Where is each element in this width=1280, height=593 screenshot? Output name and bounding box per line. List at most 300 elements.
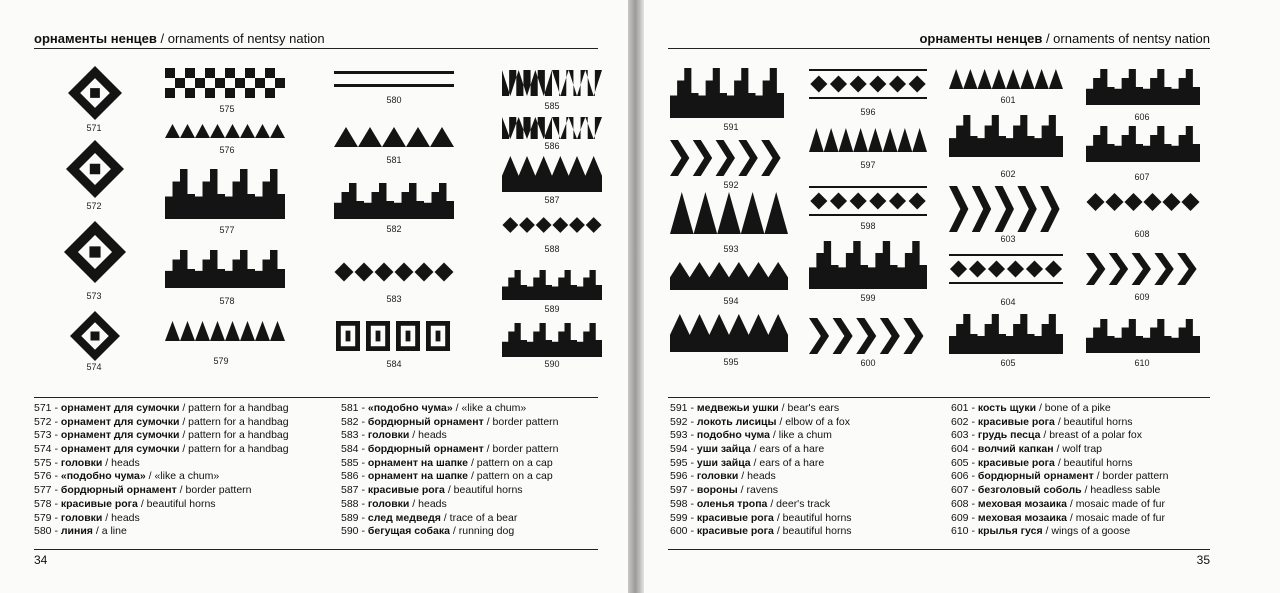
ornament-585 [502, 70, 602, 96]
legend-entry [34, 525, 289, 539]
legend-separator: - [358, 429, 368, 442]
legend-separator: / [409, 429, 419, 442]
legend-number: 601 [951, 402, 969, 414]
ornament-number: 596 [860, 107, 876, 117]
legend-separator: / [1066, 497, 1076, 510]
legend-column-1 [34, 402, 289, 539]
legend-separator: / [409, 497, 419, 510]
ornament-number: 582 [386, 224, 402, 234]
ornament-number: 606 [1134, 112, 1150, 122]
ornament-575 [165, 68, 285, 98]
header-separator: / [156, 31, 168, 46]
ornament-number: 601 [1000, 95, 1016, 105]
legend-separator: - [358, 484, 368, 497]
legend-separator: - [358, 456, 368, 469]
ornament-number: 583 [386, 294, 402, 304]
legend-name-ru: меховая мозаика [977, 497, 1067, 510]
ornament-588 [502, 211, 602, 239]
legend-entry [951, 402, 1169, 416]
ornament-number: 603 [1000, 234, 1016, 244]
legend-name-ru: кость щуки [977, 402, 1037, 414]
legend-name-en: trace of a bear [449, 511, 518, 524]
ornament-number: 595 [723, 357, 739, 367]
legend-separator: - [968, 429, 978, 442]
right-page [644, 0, 1280, 593]
legend-entry [341, 470, 559, 484]
header-rule [668, 48, 1210, 49]
ornament-598 [809, 186, 927, 216]
legend-separator: / [102, 456, 112, 469]
legend-column-2 [951, 402, 1169, 539]
legend-name-ru: меховая мозаика [977, 511, 1067, 524]
legend-name-ru: головки [367, 429, 410, 442]
legend-separator: - [358, 443, 368, 456]
legend-separator: / [750, 443, 760, 456]
legend-name-ru: «подобно чума» [367, 402, 453, 414]
legend-name-ru: красивые рога [696, 525, 774, 538]
legend-separator: / [444, 484, 454, 497]
ornament-number: 608 [1134, 229, 1150, 239]
legend-separator: - [968, 402, 978, 414]
legend-entry [341, 525, 559, 539]
ornament-number: 584 [386, 359, 402, 369]
ornament-595 [670, 314, 788, 352]
legend-name-en: heads [418, 497, 447, 510]
legend-name-ru: красивые рога [367, 484, 445, 497]
ornament-571 [64, 66, 126, 120]
legend-number: 572 [34, 415, 52, 428]
legend-number: 574 [34, 443, 52, 456]
legend-entry [951, 443, 1169, 457]
legend-separator: - [687, 497, 697, 510]
ornament-number: 607 [1134, 172, 1150, 182]
ornament-number: 602 [1000, 169, 1016, 179]
legend-separator: / [179, 415, 189, 428]
ornament-584 [334, 321, 454, 351]
legend-name-ru: головки [367, 497, 410, 510]
legend-entry [34, 512, 289, 526]
legend-entry [34, 484, 289, 498]
legend-entry [670, 498, 852, 512]
legend-name-ru: бордюрный орнамент [367, 443, 484, 456]
legend-separator: - [968, 456, 978, 469]
legend-separator: - [51, 525, 61, 538]
legend-name-en: beautiful horns [146, 497, 216, 510]
legend-separator: - [687, 415, 697, 428]
legend-name-ru: подобно чума [696, 429, 770, 442]
legend-name-ru: грудь песца [977, 429, 1041, 442]
ornament-number: 599 [860, 293, 876, 303]
legend-name-ru: бегущая собака [367, 525, 450, 538]
legend-name-ru: крылья гуся [977, 525, 1043, 538]
legend-separator: / [176, 484, 186, 497]
legend-separator: / [468, 456, 477, 469]
legend-separator: / [750, 456, 760, 469]
legend-name-ru: орнамент для сумочки [60, 402, 180, 414]
legend-name-en: wolf trap [1062, 443, 1103, 456]
legend-name-en: «like a chum» [154, 470, 220, 483]
legend-number: 579 [34, 511, 52, 524]
legend-entry [951, 457, 1169, 471]
footer-rule [34, 549, 598, 550]
legend-separator: / [738, 470, 748, 483]
legend-separator: - [51, 497, 61, 510]
legend-separator: - [687, 470, 697, 483]
legend-name-en: deer's track [776, 497, 831, 510]
legend-separator: / [773, 511, 783, 524]
legend-number: 588 [341, 497, 359, 510]
legend-entry [670, 402, 852, 416]
legend-name-ru: красивые рога [696, 511, 774, 524]
legend-number: 586 [341, 470, 359, 483]
legend-number: 590 [341, 525, 359, 538]
ornament-606 [1086, 69, 1200, 105]
ornament-608 [1086, 186, 1200, 218]
legend-name-ru: бордюрный орнамент [60, 484, 177, 497]
legend-number: 602 [951, 415, 969, 428]
legend-separator: - [51, 415, 61, 428]
ornament-582 [334, 183, 454, 219]
legend-entry [670, 429, 852, 443]
legend-separator: - [968, 497, 978, 510]
ornament-number: 590 [544, 359, 560, 369]
ornament-number: 573 [86, 291, 102, 301]
footer-rule [668, 549, 1210, 550]
legend-name-ru: волчий капкан [977, 443, 1054, 456]
ornament-number: 571 [86, 123, 102, 133]
header-title-ru: орнаменты ненцев [919, 31, 1043, 46]
legend-name-ru: орнамент для сумочки [60, 443, 180, 456]
legend-number: 595 [670, 456, 688, 469]
legend-separator: - [358, 525, 368, 538]
legend-number: 603 [951, 429, 969, 442]
ornament-number: 586 [544, 141, 560, 151]
legend-entry [34, 470, 289, 484]
legend-separator: / [483, 415, 493, 428]
legend-name-en: pattern for a handbag [188, 402, 289, 414]
legend-name-ru: локоть лисицы [696, 415, 777, 428]
legend-entry [951, 429, 1169, 443]
header-title-en: ornaments of nentsy nation [167, 31, 325, 46]
page-number: 35 [1196, 553, 1210, 567]
ornament-number: 593 [723, 244, 739, 254]
legend-separator: - [687, 484, 697, 497]
legend-number: 609 [951, 511, 969, 524]
ornament-590 [502, 323, 602, 357]
legend-separator: / [1036, 402, 1045, 414]
legend-separator: - [358, 402, 368, 414]
legend-number: 580 [34, 525, 52, 538]
legend-name-ru: уши зайца [696, 456, 751, 469]
legend-number: 582 [341, 415, 359, 428]
legend-separator: - [687, 456, 697, 469]
legend-separator: - [687, 443, 697, 456]
header-rule [34, 48, 598, 49]
ornament-number: 604 [1000, 297, 1016, 307]
legend-name-en: heads [111, 456, 140, 469]
ornament-number: 576 [219, 145, 235, 155]
legend-name-en: beautiful horns [1063, 456, 1133, 469]
legend-separator: / [1081, 484, 1091, 497]
legend-entry [34, 416, 289, 430]
legend-separator: - [968, 484, 978, 497]
book-spine [628, 0, 644, 593]
ornament-609 [1086, 253, 1200, 285]
ornament-number: 589 [544, 304, 560, 314]
legend-number: 576 [34, 470, 52, 483]
legend-number: 581 [341, 402, 359, 414]
legend-separator: / [92, 525, 102, 538]
legend-name-en: beautiful horns [453, 484, 523, 497]
header-title-en: ornaments of nentsy nation [1053, 31, 1210, 46]
legend-name-en: pattern on a cap [476, 470, 553, 483]
legend-name-en: a line [101, 525, 127, 538]
ornament-number: 588 [544, 244, 560, 254]
legend-name-ru: безголовый соболь [977, 484, 1082, 497]
ornament-number: 610 [1134, 358, 1150, 368]
legend-separator: / [770, 429, 779, 442]
ornament-605 [949, 314, 1063, 354]
legend-separator: / [440, 511, 450, 524]
ornament-number: 594 [723, 296, 739, 306]
ornament-599 [809, 241, 927, 289]
legend-separator: / [1053, 443, 1063, 456]
legend-separator: - [358, 470, 368, 483]
legend-name-ru: бордюрный орнамент [367, 415, 484, 428]
legend-name-ru: медвежьи ушки [696, 402, 779, 414]
legend-separator: - [358, 511, 368, 524]
legend-name-en: ravens [746, 484, 779, 497]
legend-name-ru: орнамент на шапке [367, 456, 469, 469]
legend-entry [34, 429, 289, 443]
legend-entry [670, 457, 852, 471]
ornament-593 [670, 192, 788, 234]
legend-entry [670, 443, 852, 457]
ornament-580 [334, 69, 454, 89]
legend-name-ru: линия [60, 525, 93, 538]
legend-number: 606 [951, 470, 969, 483]
legend-name-ru: головки [696, 470, 739, 483]
legend-number: 610 [951, 525, 969, 538]
legend-separator: / [1054, 415, 1064, 428]
legend-separator: - [51, 456, 61, 469]
legend-separator: - [51, 511, 61, 524]
legend-separator: / [773, 525, 783, 538]
legend-number: 600 [670, 525, 688, 538]
legend-separator: / [137, 497, 147, 510]
header-separator: / [1042, 31, 1054, 46]
ornament-583 [334, 254, 454, 290]
page-number: 34 [34, 553, 48, 567]
ornament-581 [334, 127, 454, 147]
legend-separator: - [51, 443, 61, 456]
ornament-number: 574 [86, 362, 102, 372]
legend-separator: - [968, 470, 978, 483]
legend-separator: / [767, 497, 777, 510]
legend-name-ru: орнамент для сумочки [60, 415, 180, 428]
legend-entry [341, 498, 559, 512]
ornament-574 [64, 311, 126, 361]
legend-number: 599 [670, 511, 688, 524]
legend-separator: - [687, 402, 697, 414]
legend-name-ru: красивые рога [977, 415, 1055, 428]
legend-name-en: beautiful horns [1063, 415, 1133, 428]
legend-name-en: beautiful horns [782, 511, 852, 524]
legend-name-ru: след медведя [367, 511, 441, 524]
legend-separator: - [51, 484, 61, 497]
legend-entry [951, 416, 1169, 430]
legend-entry [951, 498, 1169, 512]
ornament-586 [502, 117, 602, 139]
ornament-589 [502, 270, 602, 300]
ornament-592 [670, 140, 784, 176]
legend-separator: - [687, 525, 697, 538]
legend-name-en: border pattern [1102, 470, 1169, 483]
legend-name-ru: головки [60, 511, 103, 524]
legend-number: 593 [670, 429, 688, 442]
page-header [919, 31, 1210, 46]
legend-name-en: running dog [458, 525, 515, 538]
legend-name-en: pattern for a handbag [188, 415, 289, 428]
ornament-603 [949, 186, 1063, 232]
legend-name-en: pattern for a handbag [188, 429, 289, 442]
legend-entry [341, 484, 559, 498]
legend-name-ru: уши зайца [696, 443, 751, 456]
legend-separator: - [51, 429, 61, 442]
legend-separator: / [179, 443, 189, 456]
legend-name-ru: красивые рога [977, 456, 1055, 469]
legend-name-en: pattern for a handbag [188, 443, 289, 456]
legend-separator: - [687, 511, 697, 524]
ornament-607 [1086, 126, 1200, 162]
legend-entry [341, 512, 559, 526]
legend-name-ru: орнамент для сумочки [60, 429, 180, 442]
legend-entry [34, 402, 289, 416]
legend-entry [34, 498, 289, 512]
legend-separator: / [468, 470, 477, 483]
ornament-587 [502, 156, 602, 192]
ornament-597 [809, 128, 927, 152]
legend-name-en: ears of a hare [759, 456, 825, 469]
ornament-601 [949, 69, 1063, 89]
ornament-591 [670, 68, 784, 118]
ornament-number: 572 [86, 201, 102, 211]
legend-name-ru: орнамент на шапке [367, 470, 469, 483]
legend-number: 591 [670, 402, 688, 414]
legend-separator: - [358, 497, 368, 510]
legend-entry [341, 457, 559, 471]
legend-name-en: elbow of a fox [785, 415, 851, 428]
legend-name-ru: оленья тропа [696, 497, 768, 510]
legend-entry [670, 484, 852, 498]
legend-rule [668, 397, 1210, 398]
legend-entry [341, 416, 559, 430]
legend-entry [951, 512, 1169, 526]
legend-entry [34, 457, 289, 471]
legend-name-en: heads [111, 511, 140, 524]
legend-name-en: bone of a pike [1044, 402, 1111, 414]
header-title-ru: орнаменты ненцев [34, 31, 157, 46]
legend-number: 604 [951, 443, 969, 456]
legend-name-en: ears of a hare [759, 443, 825, 456]
legend-separator: / [1042, 525, 1052, 538]
legend-separator: / [1093, 470, 1103, 483]
legend-number: 573 [34, 429, 52, 442]
legend-separator: / [449, 525, 459, 538]
legend-entry [670, 470, 852, 484]
legend-separator: / [1066, 511, 1076, 524]
left-page [0, 0, 628, 593]
legend-entry [670, 525, 852, 539]
legend-name-en: border pattern [492, 443, 559, 456]
legend-name-en: like a chum [778, 429, 832, 442]
ornament-602 [949, 115, 1063, 157]
legend-number: 583 [341, 429, 359, 442]
legend-name-en: headless sable [1090, 484, 1161, 497]
legend-name-en: border pattern [185, 484, 252, 497]
legend-name-en: heads [747, 470, 776, 483]
ornament-number: 577 [219, 225, 235, 235]
ornament-number: 598 [860, 221, 876, 231]
ornament-number: 581 [386, 155, 402, 165]
ornament-610 [1086, 319, 1200, 353]
legend-separator: / [452, 402, 462, 414]
page-header [34, 31, 325, 46]
legend-name-en: bear's ears [787, 402, 840, 414]
legend-separator: / [778, 402, 788, 414]
ornament-578 [165, 250, 285, 288]
ornament-600 [809, 318, 927, 354]
legend-number: 596 [670, 470, 688, 483]
legend-number: 571 [34, 402, 52, 414]
legend-name-ru: красивые рога [60, 497, 138, 510]
legend-number: 589 [341, 511, 359, 524]
legend-entry [951, 484, 1169, 498]
ornament-579 [165, 321, 285, 341]
legend-number: 578 [34, 497, 52, 510]
legend-name-en: wings of a goose [1051, 525, 1131, 538]
ornament-number: 587 [544, 195, 560, 205]
legend-number: 577 [34, 484, 52, 497]
ornament-number: 585 [544, 101, 560, 111]
legend-separator: / [102, 511, 112, 524]
legend-number: 594 [670, 443, 688, 456]
ornament-number: 575 [219, 104, 235, 114]
legend-number: 592 [670, 415, 688, 428]
legend-column-1 [670, 402, 852, 539]
ornament-number: 597 [860, 160, 876, 170]
legend-separator: - [968, 443, 978, 456]
legend-separator: / [179, 429, 189, 442]
legend-name-en: breast of a polar fox [1049, 429, 1143, 442]
legend-entry [951, 470, 1169, 484]
legend-number: 607 [951, 484, 969, 497]
legend-number: 584 [341, 443, 359, 456]
legend-name-ru: вороны [696, 484, 738, 497]
ornament-573 [64, 217, 126, 287]
legend-name-en: mosaic made of fur [1075, 497, 1165, 510]
legend-name-en: beautiful horns [782, 525, 852, 538]
ornament-576 [165, 124, 285, 138]
legend-separator: - [51, 402, 61, 414]
legend-entry [670, 512, 852, 526]
legend-separator: - [51, 470, 61, 483]
legend-name-en: mosaic made of fur [1075, 511, 1165, 524]
legend-separator: / [737, 484, 747, 497]
legend-entry [341, 402, 559, 416]
legend-entry [670, 416, 852, 430]
legend-rule [34, 397, 598, 398]
